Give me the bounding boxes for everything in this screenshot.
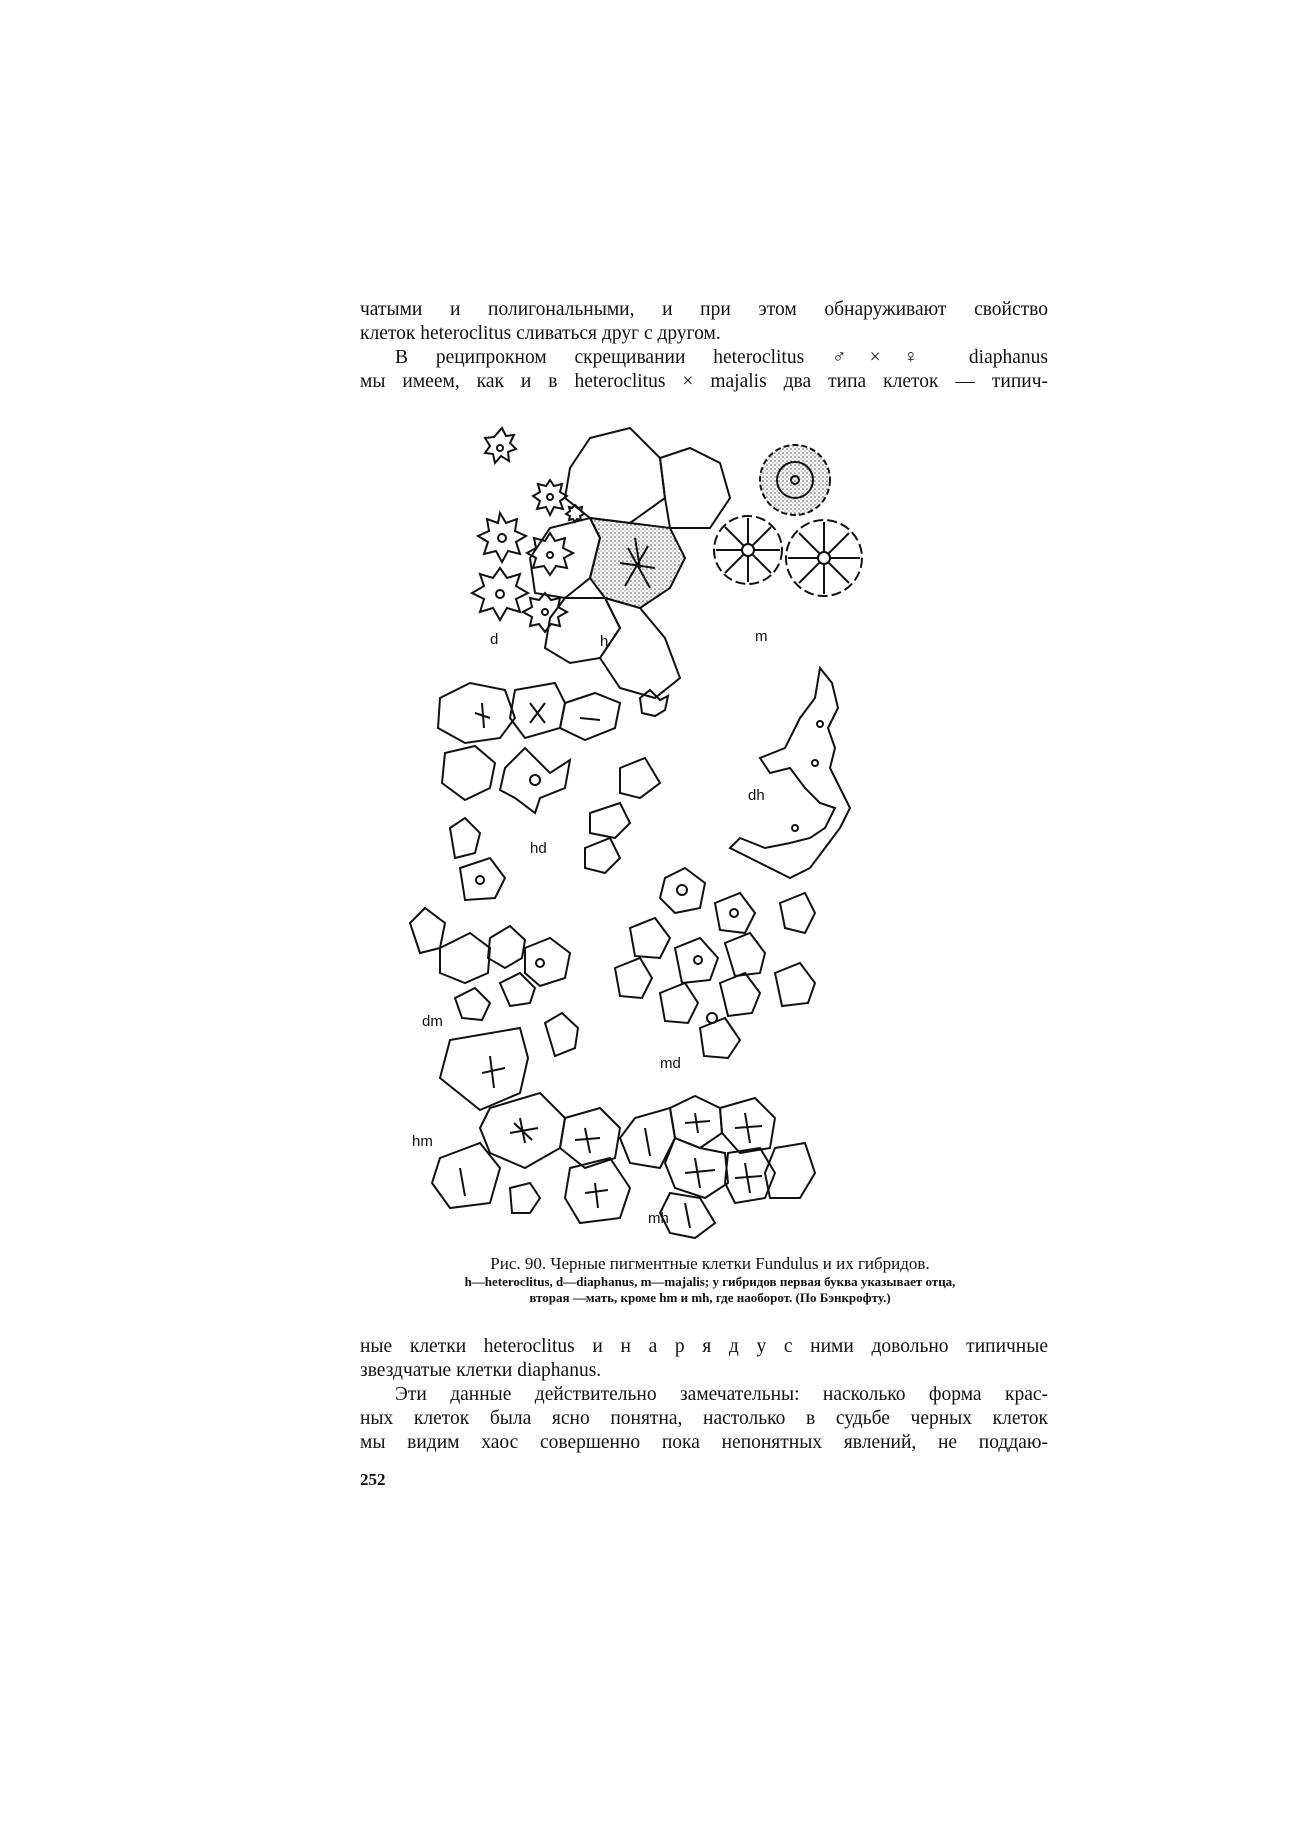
panel-label-dm: dm (422, 1013, 443, 1030)
caption-title: Рис. 90. Черные пигментные клетки Fundulus и их гибридов. (490, 1254, 930, 1273)
panel-label-m: m (755, 628, 768, 645)
panel-label-hd: hd (530, 840, 547, 857)
text-line: мы имеем, как и в heteroclitus × majalis два типа клеток — типич- (360, 371, 1048, 392)
panel-hd-cells (438, 683, 668, 873)
figure-caption (390, 1253, 1030, 1306)
page-number: 252 (360, 1470, 386, 1489)
panel-label-dh: dh (748, 787, 765, 804)
text-line: чатыми и полигональными, и при этом обнаруживают свойство (360, 299, 1048, 320)
panel-d-cells (472, 428, 584, 648)
panel-mh-cells (620, 1096, 815, 1238)
panel-hm-cells (412, 1013, 630, 1223)
text-line: мы видим хаос совершенно пока непонятных явлений, не поддаю- (360, 1432, 1048, 1453)
pigment-cells-figure (412, 428, 1050, 1243)
panel-label-h: h (600, 633, 609, 650)
panel-label-mh: mh (648, 1210, 669, 1227)
text-line: Эти данные действительно замечательны: насколько форма крас- (395, 1384, 1048, 1405)
panel-dh-cells (730, 668, 850, 878)
text-line: В реципрокном скрещивании heteroclitus ♂×♀ diaphanus (395, 347, 1048, 368)
panel-h-cells (530, 428, 730, 698)
text-line: ные клетки heteroclitus и н а р я д у с ними довольно типичные (360, 1336, 1048, 1357)
panel-label-d: d (490, 631, 499, 648)
caption-legend-line: вторая —мать, кроме hm и mh, где наоборот. (По Бэнкрофту.) (529, 1290, 891, 1305)
top-paragraph (360, 298, 1048, 394)
bottom-paragraph (360, 1335, 1048, 1455)
panel-label-hm: hm (412, 1133, 433, 1150)
text-line: ных клеток была ясно понятна, настолько в судьбе черных клеток (360, 1408, 1048, 1429)
text-line: клеток heteroclitus сливаться друг с другом. (360, 323, 721, 344)
panel-m-cells (714, 445, 862, 645)
panel-md-cells (615, 868, 815, 1072)
panel-label-md: md (660, 1055, 681, 1072)
text-line: звездчатые клетки diaphanus. (360, 1360, 602, 1381)
caption-legend-line: h—heteroclitus, d—diaphanus, m—majalis; у гибридов первая буква указывает отца, (464, 1274, 956, 1289)
